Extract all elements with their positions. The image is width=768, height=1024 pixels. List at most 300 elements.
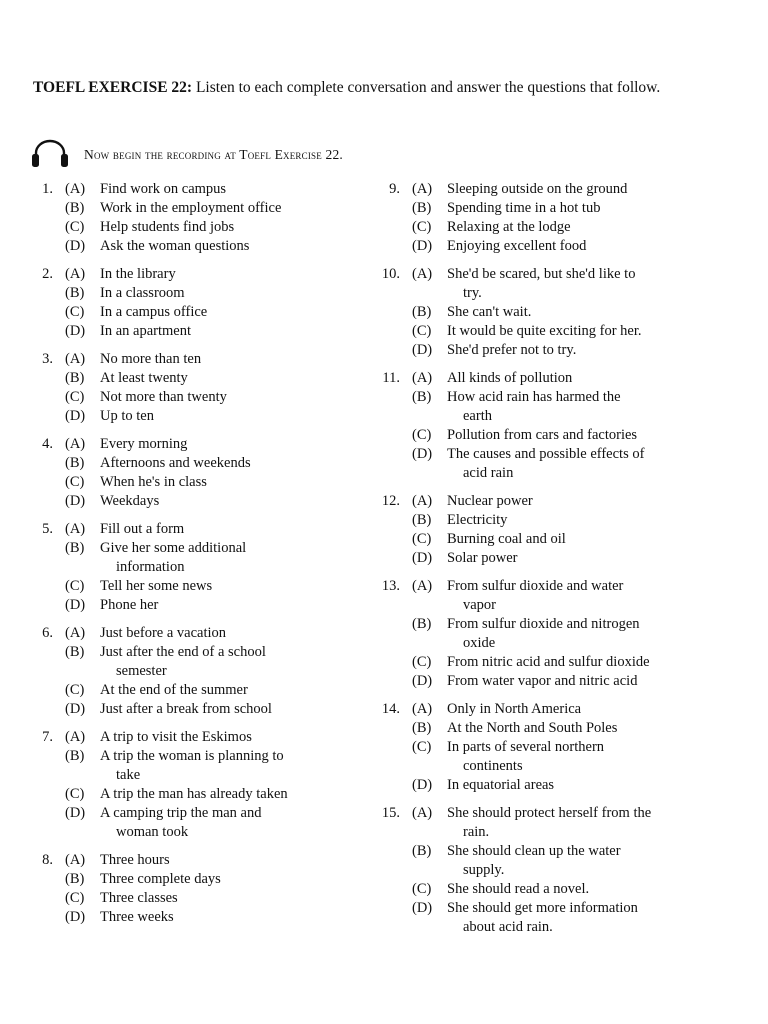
option-text-continued: try.	[463, 285, 482, 301]
option-letter: (C)	[412, 654, 432, 670]
question-number: 7.	[42, 729, 53, 745]
option-text-continued: vapor	[463, 597, 497, 613]
option-letter: (D)	[65, 597, 86, 613]
option-letter: (D)	[65, 238, 86, 254]
option-letter: (C)	[65, 890, 85, 906]
answer-options	[65, 180, 368, 256]
option-text-block	[447, 738, 702, 776]
question-number: 14.	[381, 701, 400, 717]
answer-option	[65, 369, 368, 388]
option-text-block	[100, 265, 368, 284]
option-text: From nitric acid and sulfur dioxide	[447, 654, 650, 670]
answer-options	[65, 265, 368, 341]
option-text-block	[447, 804, 702, 842]
answer-option	[65, 388, 368, 407]
option-text-continued: woman took	[116, 824, 189, 840]
answer-option	[65, 520, 368, 539]
option-text-block	[447, 426, 702, 445]
question	[33, 728, 368, 842]
answer-options	[412, 577, 702, 691]
option-text: Three classes	[100, 890, 178, 906]
option-text-continued: oxide	[463, 635, 496, 651]
option-letter: (C)	[65, 578, 85, 594]
option-text: Just before a vacation	[100, 625, 227, 641]
option-text-block	[447, 577, 702, 615]
option-text: She should read a novel.	[447, 881, 590, 897]
answer-options	[412, 369, 702, 483]
answer-option	[65, 407, 368, 426]
option-letter: (D)	[412, 900, 433, 916]
option-letter: (B)	[65, 644, 85, 660]
option-letter: (A)	[65, 852, 86, 868]
question-number: 15.	[381, 805, 400, 821]
option-text: In parts of several northern	[447, 739, 605, 755]
question	[372, 577, 702, 691]
answer-option	[412, 369, 702, 388]
option-text-block	[100, 369, 368, 388]
option-letter: (D)	[412, 673, 433, 689]
answer-option	[65, 322, 368, 341]
question	[372, 492, 702, 568]
answer-option	[65, 596, 368, 615]
answer-option	[412, 511, 702, 530]
option-text-continued: information	[116, 559, 185, 575]
option-letter: (A)	[412, 181, 433, 197]
option-letter: (C)	[412, 881, 432, 897]
option-letter: (D)	[65, 701, 86, 717]
question-number: 8.	[42, 852, 53, 868]
headphones-icon	[30, 136, 70, 173]
option-text: A trip the man has already taken	[100, 786, 288, 802]
option-text-block	[447, 549, 702, 568]
option-text-block	[447, 653, 702, 672]
answer-option	[412, 218, 702, 237]
option-text-block	[100, 577, 368, 596]
exercise-label: TOEFL EXERCISE 22:	[33, 79, 193, 96]
option-letter: (C)	[412, 219, 432, 235]
option-text-continued: acid rain	[463, 465, 514, 481]
question	[372, 804, 702, 937]
option-letter: (D)	[412, 446, 433, 462]
answer-options	[65, 728, 368, 842]
answer-option	[65, 350, 368, 369]
option-text: When he's in class	[100, 474, 207, 490]
exercise-header	[33, 77, 695, 98]
answer-option	[412, 265, 702, 303]
answer-options	[65, 624, 368, 719]
option-text: A trip the woman is planning to	[100, 748, 284, 764]
option-text-block	[100, 624, 368, 643]
answer-option	[65, 303, 368, 322]
answer-options	[412, 804, 702, 937]
answer-option	[65, 199, 368, 218]
option-letter: (C)	[412, 323, 432, 339]
question-number: 1.	[42, 181, 53, 197]
option-letter: (A)	[412, 701, 433, 717]
question	[33, 624, 368, 719]
option-text: Afternoons and weekends	[100, 455, 251, 471]
question-number: 5.	[42, 521, 53, 537]
option-text: She can't wait.	[447, 304, 532, 320]
option-text-block	[447, 511, 702, 530]
answer-options	[412, 265, 702, 360]
question	[372, 265, 702, 360]
question	[33, 265, 368, 341]
option-text: Help students find jobs	[100, 219, 235, 235]
option-text-block	[447, 341, 702, 360]
option-text: She'd be scared, but she'd like to	[447, 266, 636, 282]
option-letter: (A)	[65, 729, 86, 745]
option-letter: (A)	[412, 805, 433, 821]
answer-options	[65, 851, 368, 927]
option-letter: (D)	[412, 342, 433, 358]
option-text: The causes and possible effects of	[447, 446, 645, 462]
option-text-block	[100, 237, 368, 256]
answer-option	[65, 908, 368, 927]
option-text: She should protect herself from the	[447, 805, 652, 821]
option-text-block	[447, 445, 702, 483]
option-letter: (B)	[65, 871, 85, 887]
answer-option	[65, 889, 368, 908]
option-letter: (C)	[65, 474, 85, 490]
answer-option	[65, 435, 368, 454]
option-text-block	[447, 719, 702, 738]
option-letter: (C)	[65, 304, 85, 320]
option-text-block	[100, 388, 368, 407]
answer-option	[65, 265, 368, 284]
option-letter: (A)	[412, 266, 433, 282]
option-text-block	[100, 889, 368, 908]
answer-options	[65, 435, 368, 511]
option-text: She'd prefer not to try.	[447, 342, 577, 358]
option-text-block	[447, 899, 702, 937]
option-text: A camping trip the man and	[100, 805, 262, 821]
option-text-block	[447, 303, 702, 322]
option-text-block	[100, 728, 368, 747]
recording-instruction	[30, 136, 343, 173]
answer-option	[65, 473, 368, 492]
option-letter: (A)	[65, 625, 86, 641]
option-text-block	[447, 265, 702, 303]
option-text: At least twenty	[100, 370, 188, 386]
question-number: 3.	[42, 351, 53, 367]
option-text: She should clean up the water	[447, 843, 621, 859]
answer-option	[412, 322, 702, 341]
option-text: A trip to visit the Eskimos	[100, 729, 252, 745]
option-letter: (A)	[412, 578, 433, 594]
option-text: Find work on campus	[100, 181, 227, 197]
answer-option	[412, 653, 702, 672]
option-text-continued: about acid rain.	[463, 919, 553, 935]
option-text: Ask the woman questions	[100, 238, 250, 254]
option-letter: (B)	[65, 370, 85, 386]
option-text-block	[447, 369, 702, 388]
option-text-block	[100, 520, 368, 539]
option-text-block	[447, 776, 702, 795]
option-text-continued: earth	[463, 408, 492, 424]
option-letter: (A)	[65, 181, 86, 197]
option-text-block	[447, 322, 702, 341]
option-text: Enjoying excellent food	[447, 238, 587, 254]
option-text: Pollution from cars and factories	[447, 427, 638, 443]
questions-column-right	[372, 180, 702, 946]
question	[33, 435, 368, 511]
question	[372, 369, 702, 483]
question	[372, 700, 702, 795]
question	[33, 180, 368, 256]
answer-options	[412, 700, 702, 795]
option-text: Nuclear power	[447, 493, 533, 509]
question	[372, 180, 702, 256]
option-text-block	[100, 851, 368, 870]
answer-option	[412, 899, 702, 937]
answer-option	[65, 624, 368, 643]
answer-option	[65, 218, 368, 237]
option-text-block	[100, 785, 368, 804]
option-text: In a classroom	[100, 285, 185, 301]
option-text: All kinds of pollution	[447, 370, 573, 386]
option-text-block	[100, 643, 368, 681]
option-text-block	[447, 199, 702, 218]
option-text-block	[100, 804, 368, 842]
option-letter: (B)	[412, 200, 432, 216]
option-text-block	[100, 473, 368, 492]
option-letter: (D)	[412, 777, 433, 793]
option-letter: (C)	[65, 786, 85, 802]
option-text: From sulfur dioxide and nitrogen	[447, 616, 640, 632]
option-letter: (B)	[412, 843, 432, 859]
option-text: Not more than twenty	[100, 389, 227, 405]
exercise-instruction: Listen to each complete conversation and answer the questions that follow.	[195, 79, 661, 96]
option-text-block	[100, 700, 368, 719]
option-text-block	[447, 615, 702, 653]
answer-option	[65, 747, 368, 785]
answer-option	[65, 681, 368, 700]
option-letter: (B)	[412, 512, 432, 528]
answer-option	[65, 180, 368, 199]
option-text-continued: take	[116, 767, 141, 783]
answer-option	[412, 577, 702, 615]
option-text: Spending time in a hot tub	[447, 200, 601, 216]
answer-option	[412, 842, 702, 880]
option-text: Phone her	[100, 597, 159, 613]
question-number: 9.	[389, 181, 400, 197]
question-number: 4.	[42, 436, 53, 452]
option-letter: (B)	[412, 720, 432, 736]
option-letter: (A)	[65, 436, 86, 452]
answer-option	[65, 700, 368, 719]
option-text: In an apartment	[100, 323, 191, 339]
question-number: 2.	[42, 266, 53, 282]
answer-option	[412, 549, 702, 568]
option-text: Up to ten	[100, 408, 154, 424]
option-text: It would be quite exciting for her.	[447, 323, 642, 339]
option-text: She should get more information	[447, 900, 638, 916]
answer-option	[65, 284, 368, 303]
option-text: No more than ten	[100, 351, 202, 367]
question	[33, 851, 368, 927]
option-letter: (B)	[412, 389, 432, 405]
option-text: From water vapor and nitric acid	[447, 673, 638, 689]
questions-column-left	[33, 180, 368, 936]
option-letter: (D)	[65, 408, 86, 424]
option-text-block	[447, 672, 702, 691]
option-text: Give her some additional	[100, 540, 247, 556]
answer-option	[65, 454, 368, 473]
option-text: In a campus office	[100, 304, 208, 320]
answer-option	[412, 180, 702, 199]
option-text-continued: rain.	[463, 824, 490, 840]
option-text: Weekdays	[100, 493, 160, 509]
answer-option	[412, 388, 702, 426]
option-text: Three hours	[100, 852, 170, 868]
option-letter: (B)	[65, 200, 85, 216]
option-letter: (D)	[65, 493, 86, 509]
option-text-block	[100, 350, 368, 369]
answer-option	[412, 303, 702, 322]
option-text: Burning coal and oil	[447, 531, 566, 547]
option-text-block	[100, 747, 368, 785]
answer-option	[412, 804, 702, 842]
answer-option	[65, 643, 368, 681]
option-letter: (A)	[412, 493, 433, 509]
option-text: Work in the employment office	[100, 200, 282, 216]
option-letter: (B)	[65, 455, 85, 471]
option-text-block	[100, 908, 368, 927]
question-number: 6.	[42, 625, 53, 641]
option-letter: (B)	[65, 748, 85, 764]
question-number: 12.	[381, 493, 400, 509]
answer-options	[65, 520, 368, 615]
answer-option	[412, 530, 702, 549]
option-letter: (D)	[65, 323, 86, 339]
option-text-block	[447, 180, 702, 199]
question-number: 13.	[381, 578, 400, 594]
answer-option	[412, 700, 702, 719]
answer-option	[65, 539, 368, 577]
option-letter: (D)	[65, 909, 86, 925]
option-letter: (C)	[412, 531, 432, 547]
option-text: Sleeping outside on the ground	[447, 181, 628, 197]
answer-option	[65, 851, 368, 870]
option-text-continued: continents	[463, 758, 523, 774]
option-text-continued: semester	[116, 663, 167, 679]
option-text-block	[100, 284, 368, 303]
option-letter: (B)	[412, 616, 432, 632]
option-text-continued: supply.	[463, 862, 505, 878]
option-letter: (C)	[65, 389, 85, 405]
option-text: Tell her some news	[100, 578, 213, 594]
option-text-block	[100, 435, 368, 454]
answer-option	[65, 492, 368, 511]
answer-options	[412, 492, 702, 568]
recording-text: Now begin the recording at Toefl Exercise 22.	[84, 146, 343, 162]
answer-option	[412, 719, 702, 738]
option-text-block	[100, 199, 368, 218]
option-text-block	[100, 322, 368, 341]
question-number: 10.	[381, 266, 400, 282]
option-letter: (A)	[412, 370, 433, 386]
option-letter: (C)	[65, 219, 85, 235]
option-text-block	[447, 218, 702, 237]
answer-option	[412, 672, 702, 691]
option-text: In equatorial areas	[447, 777, 555, 793]
answer-option	[412, 880, 702, 899]
option-letter: (A)	[65, 351, 86, 367]
option-text-block	[447, 492, 702, 511]
option-text: Just after a break from school	[100, 701, 272, 717]
question	[33, 350, 368, 426]
option-text: Every morning	[100, 436, 188, 452]
answer-option	[412, 426, 702, 445]
option-text: Three complete days	[100, 871, 221, 887]
answer-option	[65, 804, 368, 842]
option-text-block	[447, 700, 702, 719]
answer-option	[412, 341, 702, 360]
option-text-block	[447, 880, 702, 899]
option-letter: (D)	[412, 550, 433, 566]
option-text-block	[447, 237, 702, 256]
option-text-block	[100, 492, 368, 511]
option-text: Solar power	[447, 550, 518, 566]
answer-option	[65, 237, 368, 256]
option-text: In the library	[100, 266, 176, 282]
option-text: How acid rain has harmed the	[447, 389, 621, 405]
option-text: From sulfur dioxide and water	[447, 578, 624, 594]
option-text-block	[100, 218, 368, 237]
option-letter: (B)	[65, 285, 85, 301]
question	[33, 520, 368, 615]
option-text: Just after the end of a school	[100, 644, 266, 660]
option-letter: (B)	[65, 540, 85, 556]
answer-options	[65, 350, 368, 426]
option-letter: (D)	[412, 238, 433, 254]
option-text: At the North and South Poles	[447, 720, 618, 736]
option-text: Only in North America	[447, 701, 582, 717]
answer-option	[412, 445, 702, 483]
option-text-block	[100, 180, 368, 199]
option-text: Electricity	[447, 512, 508, 528]
option-text-block	[100, 596, 368, 615]
answer-option	[412, 615, 702, 653]
option-text: Fill out a form	[100, 521, 185, 537]
option-letter: (B)	[412, 304, 432, 320]
option-text-block	[100, 303, 368, 322]
option-text-block	[447, 842, 702, 880]
option-text: Relaxing at the lodge	[447, 219, 571, 235]
option-text: Three weeks	[100, 909, 174, 925]
option-text-block	[100, 454, 368, 473]
option-letter: (C)	[412, 739, 432, 755]
answer-option	[412, 492, 702, 511]
option-letter: (C)	[65, 682, 85, 698]
option-text-block	[100, 539, 368, 577]
answer-option	[412, 776, 702, 795]
option-text-block	[100, 870, 368, 889]
option-text: At the end of the summer	[100, 682, 248, 698]
answer-option	[412, 738, 702, 776]
option-letter: (C)	[412, 427, 432, 443]
option-text-block	[447, 388, 702, 426]
option-letter: (A)	[65, 521, 86, 537]
answer-options	[412, 180, 702, 256]
answer-option	[65, 728, 368, 747]
answer-option	[412, 199, 702, 218]
answer-option	[65, 577, 368, 596]
option-text-block	[447, 530, 702, 549]
answer-option	[65, 785, 368, 804]
option-text-block	[100, 681, 368, 700]
